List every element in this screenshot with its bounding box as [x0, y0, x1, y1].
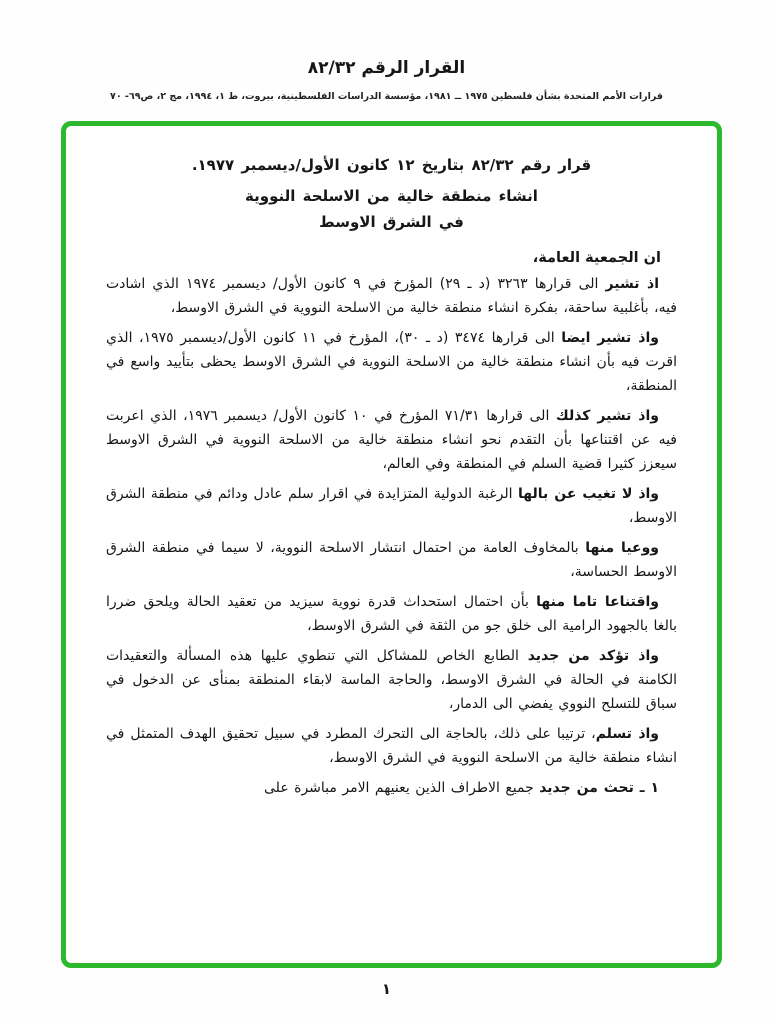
paragraph-lead: ١ ـ تحث من جديد — [539, 780, 659, 796]
operative-paragraph-1 — [106, 776, 677, 800]
paragraph-lead: واذ تشير كذلك — [555, 408, 659, 424]
paragraph-lead: واذ تؤكد من جديد — [527, 648, 659, 664]
preamble-paragraph-3 — [106, 404, 677, 476]
page-footer — [0, 979, 773, 998]
resolution-number-heading: القرار الرقم ٨٢/٣٢ — [307, 58, 466, 78]
preamble-paragraph-7 — [106, 644, 677, 716]
source-citation: قرارات الأمم المتحدة بشأن فلسطين ١٩٧٥ ــ ١٩٨١، مؤسسة الدراسات الفلسطينية، بيروت، ط ١، ١٩٩٤، مج ٢، ص٦٩- ٧٠ — [110, 91, 663, 102]
preamble-paragraph-5 — [106, 536, 677, 584]
preamble-paragraph-4 — [106, 482, 677, 530]
paragraph-lead: واذ لا تغيب عن بالها — [518, 486, 659, 502]
paragraph-text: بأن احتمال استحداث قدرة نووية سيزيد من تعقيد الحالة ويلحق ضررا بالغا بالجهود الرامية الى خلق جو من الثقة في الشرق الاوسط، — [106, 594, 677, 634]
paragraph-text: الى قرارها ٣٢٦٣ (د ـ ٢٩) المؤرخ في ٩ كانون الأول/ ديسمبر ١٩٧٤ الذي اشادت فيه، بأغلبية ساحقة، بفكرة انشاء منطقة خالية من الاسلحة النووية في الشرق الاوسط، — [106, 276, 677, 316]
document-title-line-2: انشاء منطقة خالية من الاسلحة النووية — [245, 187, 538, 205]
paragraph-lead: واذ تشير ايضا — [561, 330, 659, 346]
paragraph-lead: ووعيا منها — [585, 540, 659, 556]
paragraph-text: الرغبة الدولية المتزايدة في اقرار سلم عادل ودائم في منطقة الشرق الاوسط، — [106, 486, 677, 526]
page-number: ١ — [381, 980, 392, 998]
document-body — [66, 126, 717, 963]
preamble-paragraph-8 — [106, 722, 677, 770]
paragraph-lead: اذ تشير — [605, 276, 660, 292]
document-title-line-1: قرار رقم ٨٢/٣٢ بتاريخ ١٢ كانون الأول/ديسمبر ١٩٧٧. — [191, 156, 592, 174]
document-title-line-3: في الشرق الاوسط — [319, 213, 464, 231]
paragraph-lead: واذ تسلم — [595, 726, 659, 742]
paragraph-text: الى قرارها ٧١/٣١ المؤرخ في ١٠ كانون الأول/ ديسمبر ١٩٧٦، الذي اعربت فيه عن اقتناعها بأن التقدم نحو انشاء منطقة خالية من الاسلحة النووية في الشرق الاوسط سيعزز كثيرا قضية السلم في المنطقة وفي العالم، — [106, 408, 677, 472]
paragraph-text: الطابع الخاص للمشاكل التي تنطوي عليها هذه المسألة والتعقيدات الكامنة في الحالة في الشرق الاوسط، والحاجة الماسة لابقاء المنطقة بمنأى عن الدخول في سباق للتسلح النووي يفضي الى الدمار، — [106, 648, 677, 712]
paragraph-text: بالمخاوف العامة من احتمال انتشار الاسلحة النووية، لا سيما في منطقة الشرق الاوسط الحساسة، — [106, 540, 677, 580]
page-header — [0, 58, 773, 102]
paragraph-text: جميع الاطراف الذين يعنيهم الامر مباشرة على — [264, 780, 540, 796]
opening-line: ان الجمعية العامة، — [532, 250, 661, 266]
preamble-paragraph-6 — [106, 590, 677, 638]
preamble-paragraph-1 — [106, 272, 677, 320]
paragraph-lead: واقتناعا تاما منها — [536, 594, 659, 610]
paragraph-text: ، ترتيبا على ذلك، بالحاجة الى التحرك المطرد في سبيل تحقيق الهدف المتمثل في انشاء منطقة خالية من الاسلحة النووية في الشرق الاوسط، — [106, 726, 677, 766]
paragraph-text: الى قرارها ٣٤٧٤ (د ـ ٣٠)، المؤرخ في ١١ كانون الأول/ديسمبر ١٩٧٥، الذي اقرت فيه بأن انشاء منطقة خالية من الاسلحة النووية في الشرق الاوسط يحظى بتأييد واسع في المنطقة، — [106, 330, 677, 394]
document-border-frame — [61, 121, 722, 968]
preamble-paragraph-2 — [106, 326, 677, 398]
